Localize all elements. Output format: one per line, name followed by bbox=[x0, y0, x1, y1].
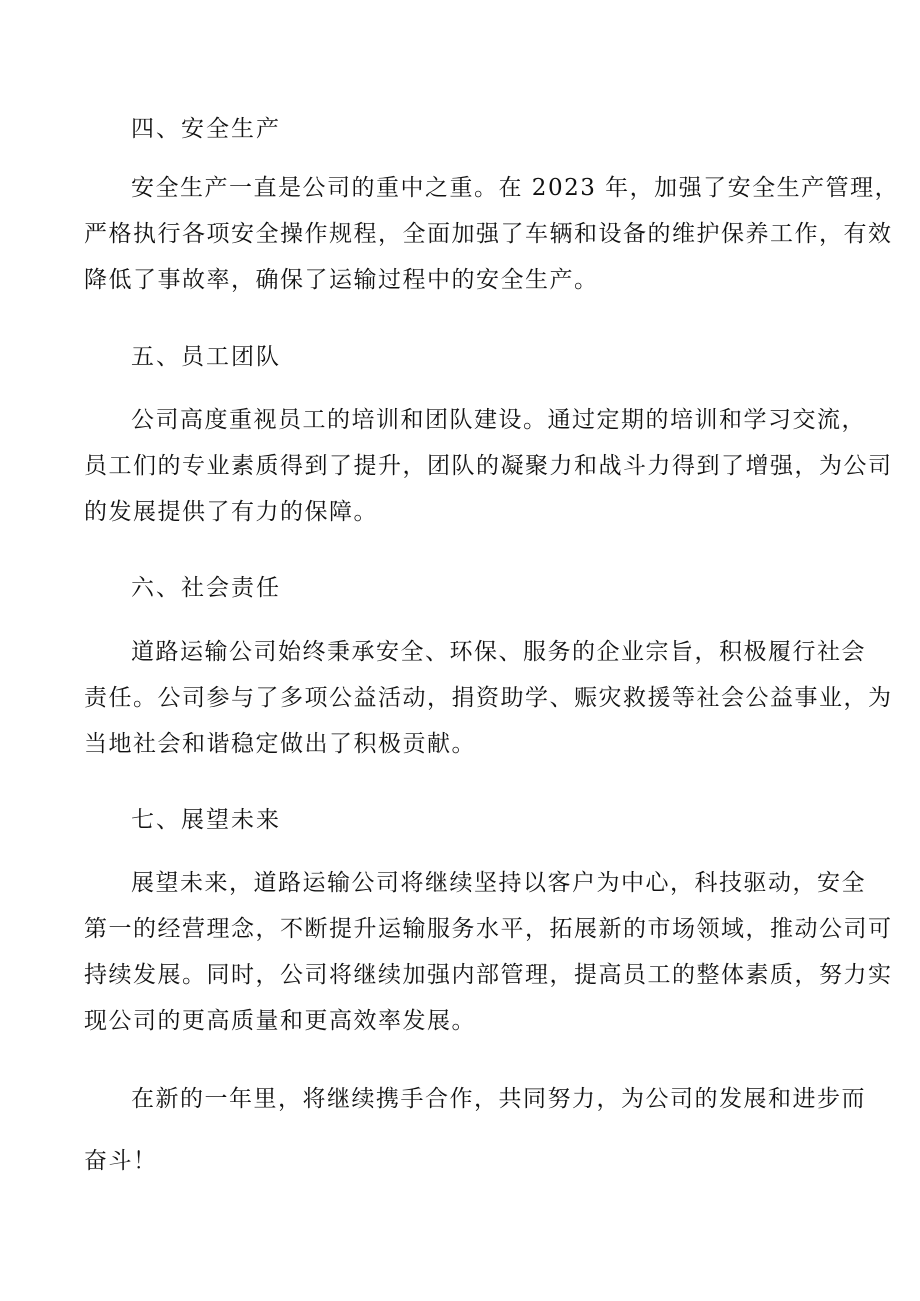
safety-paragraph-line-2: 严格执行各项安全操作规程，全面加强了车辆和设备的维护保养工作，有效 bbox=[84, 221, 893, 247]
social-paragraph-line-2: 责任。公司参与了多项公益活动，捐资助学、赈灾救援等社会公益事业，为 bbox=[84, 685, 893, 711]
safety-paragraph-line-3: 降低了事故率，确保了运输过程中的安全生产。 bbox=[84, 267, 599, 293]
outlook-paragraph-line-4: 现公司的更高质量和更高效率发展。 bbox=[84, 1008, 476, 1034]
section-heading-safety: 四、安全生产 bbox=[131, 116, 281, 142]
social-paragraph-line-3: 当地社会和谐稳定做出了积极贡献。 bbox=[84, 731, 476, 757]
social-paragraph-line-1: 道路运输公司始终秉承安全、环保、服务的企业宗旨，积极履行社会 bbox=[131, 639, 866, 665]
closing-line-2: 奋斗！ bbox=[84, 1148, 158, 1174]
section-heading-team: 五、员工团队 bbox=[131, 344, 281, 370]
outlook-paragraph-line-3: 持续发展。同时，公司将继续加强内部管理，提高员工的整体素质，努力实 bbox=[84, 962, 893, 988]
safety-paragraph-line-1: 安全生产一直是公司的重中之重。在 2023 年，加强了安全生产管理， bbox=[131, 175, 900, 201]
team-paragraph-line-2: 员工们的专业素质得到了提升，团队的凝聚力和战斗力得到了增强，为公司 bbox=[84, 453, 893, 479]
section-heading-outlook: 七、展望未来 bbox=[131, 807, 281, 833]
outlook-paragraph-line-1: 展望未来，道路运输公司将继续坚持以客户为中心，科技驱动，安全 bbox=[131, 870, 866, 896]
team-paragraph-line-1: 公司高度重视员工的培训和团队建设。通过定期的培训和学习交流， bbox=[131, 407, 866, 433]
outlook-paragraph-line-2: 第一的经营理念，不断提升运输服务水平，拓展新的市场领域，推动公司可 bbox=[84, 916, 893, 942]
section-heading-social-responsibility: 六、社会责任 bbox=[131, 575, 281, 601]
closing-line-1: 在新的一年里，将继续携手合作，共同努力，为公司的发展和进步而 bbox=[131, 1086, 866, 1112]
team-paragraph-line-3: 的发展提供了有力的保障。 bbox=[84, 499, 378, 525]
